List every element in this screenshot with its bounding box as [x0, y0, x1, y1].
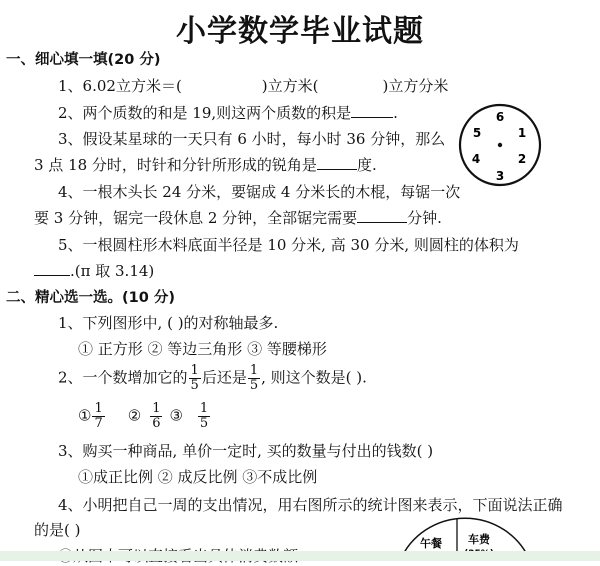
section1-heading: 一、细心填一填(20 分)	[6, 52, 161, 68]
clock-number: 4	[471, 152, 481, 166]
clock-number: 3	[495, 169, 505, 183]
clock-center	[498, 143, 502, 147]
q3-post: 度.	[356, 156, 377, 174]
question-2-4-line1: 4、小明把自己一周的支出情况，用右图所示的统计图来表示，下面说法正确	[58, 496, 563, 514]
question-1-3-line1: 3、假设某星球的一天只有 6 小时，每小时 36 分钟，那么	[58, 130, 446, 148]
option-marker: ①	[78, 406, 92, 425]
page-title: 小学数学毕业试题	[176, 14, 424, 49]
question-1-5-line2	[34, 260, 154, 281]
denominator: 6	[152, 416, 161, 431]
denominator: 5	[199, 416, 209, 431]
question-1-2	[58, 102, 398, 123]
q2-2-post: , 则这个数是( ).	[261, 368, 367, 387]
q2-text: 2、两个质数的和是 19,则这两个质数的积是	[58, 104, 352, 122]
question-2-2	[58, 364, 367, 393]
question-1-5-line1: 5、一根圆柱形木料底面半径是 10 分米, 高 30 分米, 则圆柱的体积为	[58, 236, 519, 254]
q1-mid: )立方米(	[261, 77, 319, 95]
clock-number: 6	[495, 110, 505, 124]
numerator: 1	[199, 401, 209, 416]
question-2-2-options	[78, 402, 211, 431]
q3-text: 3 点 18 分时，时针和分针所形成的锐角是	[34, 156, 317, 174]
fraction	[150, 402, 162, 431]
bottom-edge-bar	[0, 551, 600, 561]
clock-number: 5	[472, 126, 482, 140]
numerator: 1	[249, 363, 259, 378]
question-1-4-line1: 4、一根木头长 24 分米，要锯成 4 分米长的木棍，每锯一次	[58, 183, 461, 201]
denominator: 7	[94, 416, 103, 431]
option-marker: ②	[127, 406, 142, 425]
clock-number: 1	[517, 126, 527, 140]
numerator: 1	[190, 363, 199, 378]
q5-post: .(π 取 3.14)	[70, 262, 155, 280]
option-marker: ③	[169, 406, 183, 425]
question-2-1-options: ① 正方形 ② 等边三角形 ③ 等腰梯形	[78, 340, 327, 358]
pie-label-fare: 车费	[468, 533, 490, 546]
question-1-4-line2	[34, 207, 442, 228]
question-2-1: 1、下列图形中, ( )的对称轴最多.	[58, 314, 279, 332]
clock-number: 2	[517, 152, 527, 166]
question-1-1	[58, 75, 448, 96]
section2-heading: 二、精心选一选。(10 分)	[6, 290, 175, 306]
question-2-4-line2: 的是( )	[34, 521, 81, 539]
q2-2-mid: 后还是	[201, 368, 247, 387]
q2-2-pre: 2、一个数增加它的	[58, 368, 188, 387]
numerator: 1	[152, 401, 161, 416]
clock-figure	[455, 100, 545, 190]
question-1-3-line2	[34, 154, 377, 175]
fraction	[189, 364, 201, 393]
answer-blank	[317, 155, 357, 170]
q4-text: 要 3 分钟，锯完一段休息 2 分钟，全部锯完需要	[34, 209, 358, 227]
question-2-3-options: ①成正比例 ② 成反比例 ③不成比例	[78, 468, 318, 486]
q1-pre: 1、6.02立方米＝(	[58, 77, 182, 95]
denominator: 5	[249, 378, 259, 393]
question-2-3: 3、购买一种商品, 单价一定时, 买的数量与付出的钱数( )	[58, 442, 434, 460]
numerator: 1	[94, 401, 103, 416]
q1-post: )立方分米	[382, 77, 449, 95]
fraction	[198, 402, 210, 431]
answer-blank	[351, 103, 393, 118]
denominator: 5	[190, 378, 199, 393]
answer-blank	[357, 208, 407, 223]
q4-post: 分钟.	[407, 209, 442, 227]
pie-label-lunch: 午餐	[420, 537, 442, 550]
fraction	[92, 402, 104, 431]
answer-blank	[34, 261, 70, 276]
fraction	[248, 364, 260, 393]
q2-post: .	[393, 104, 398, 122]
